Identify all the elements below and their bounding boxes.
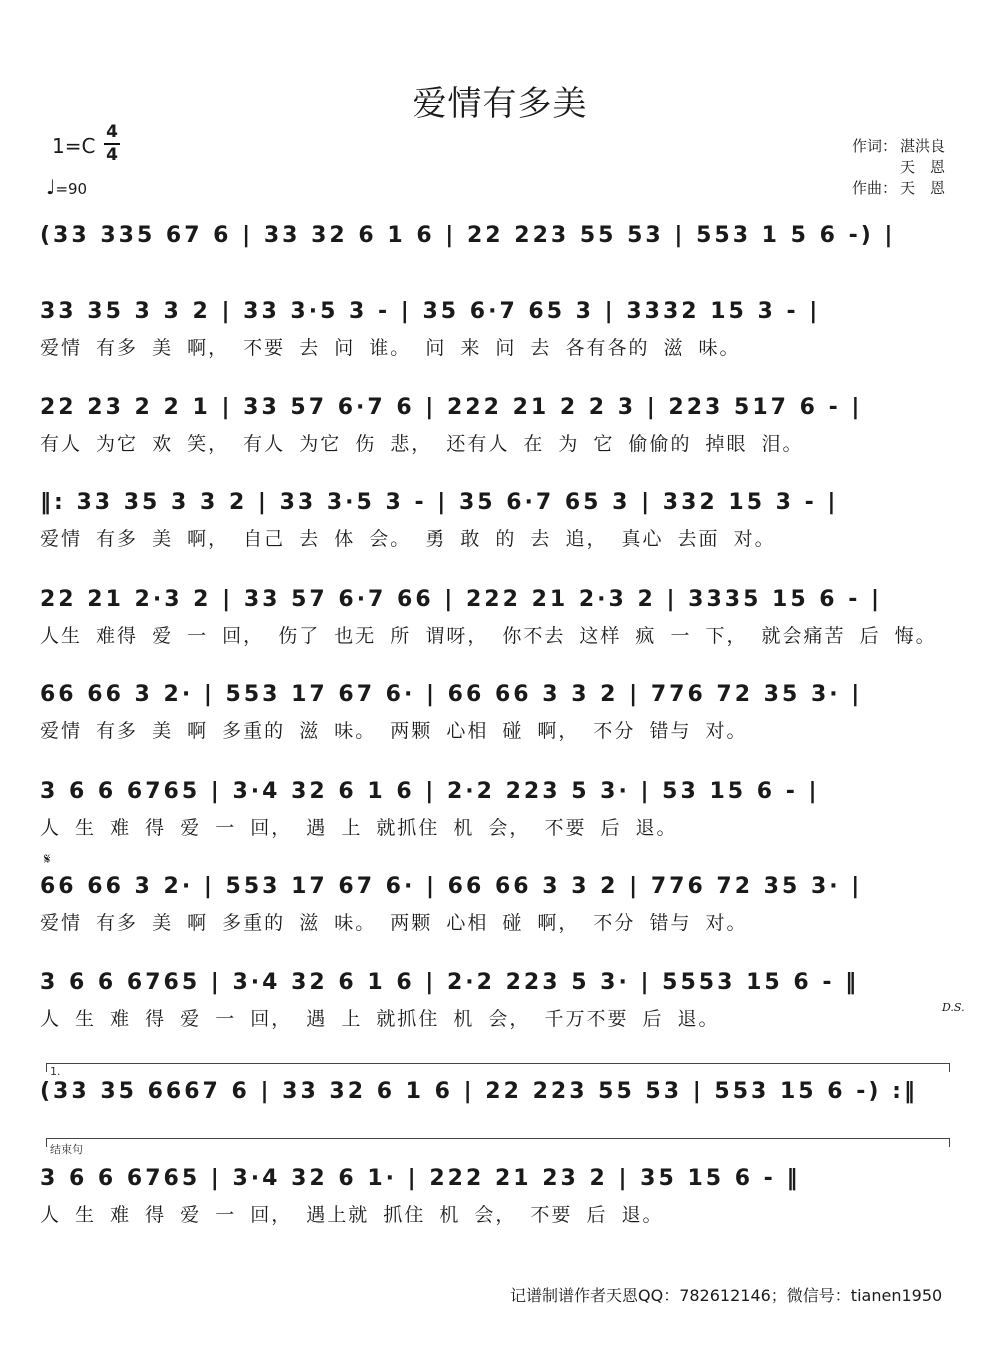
score-system-11 [40,1162,960,1242]
credit-composer: 作曲： 天 恩 [852,179,946,197]
ending-bracket-right [949,1139,950,1147]
notation-row: 33 35 3 3 2 | 33 3·5 3 - | 35 6·7 65 3 | 3332 15 3 - | [40,299,821,324]
lyric-row: 爱情 有多 美 啊， 不要 去 问 谁。 问 来 问 去 各有各的 滋 味。 [40,337,741,359]
lyric-row: 爱情 有多 美 啊， 自己 去 体 会。 勇 敢 的 去 追， 真心 去面 对。 [40,528,776,550]
score-system-10 [40,1075,960,1155]
footer-contact: 记谱制谱作者天恩QQ：782612146；微信号：tianen1950 [510,1286,943,1305]
score-system-2 [40,295,960,375]
notation-row: 22 21 2·3 2 | 33 57 6·7 66 | 222 21 2·3 2 | 3335 15 6 - | [40,587,883,612]
segno-sign: 𝄋 [44,850,51,868]
credits [852,136,945,199]
lyric-row: 爱情 有多 美 啊 多重的 滋 味。 两颗 心相 碰 啊， 不分 错与 对。 [40,912,748,934]
ending-label: 结束句 [50,1143,83,1156]
time-signature-unit: 4 [106,145,118,165]
song-title: 爱情有多美 [412,84,588,124]
time-signature [104,123,120,165]
notation-row: (33 35 6667 6 | 33 32 6 1 6 | 22 223 55 53 | 553 15 6 -) :‖ [40,1079,918,1104]
lyric-row: 人 生 难 得 爱 一 回， 遇 上 就抓住 机 会， 千万不要 后 退。 [40,1008,720,1030]
score-system-6 [40,678,960,758]
notation-row: (33 335 67 6 | 33 32 6 1 6 | 22 223 55 53 | 553 1 5 6 -) | [40,223,896,248]
lyric-row [40,257,960,287]
tempo-marking [46,175,87,199]
lyric-row: 人 生 难 得 爱 一 回， 遇 上 就抓住 机 会， 不要 后 退。 [40,817,678,839]
volta-label: 1. [50,1065,61,1078]
notation-row: 22 23 2 2 1 | 33 57 6·7 6 | 222 21 2 2 3 | 223 517 6 - | [40,395,863,420]
score-system-5 [40,583,960,663]
tempo-value: =90 [55,180,88,198]
volta-bracket-right [949,1064,950,1072]
credit-colyricist: 天 恩 [900,158,946,176]
volta-bracket-left [46,1064,47,1072]
score-system-9 [40,966,960,1046]
lyric-row: 人生 难得 爱 一 回， 伤了 也无 所 谓呀， 你不去 这样 疯 一 下， 就会痛苦 后 悔。 [40,625,937,647]
notation-row: 66 66 3 2· | 553 17 67 6· | 66 66 3 3 2 | 776 72 35 3· | [40,682,863,707]
score-system-3 [40,391,960,471]
score-system-7 [40,775,960,855]
score-system-8 [40,870,960,950]
ending-bracket-left [46,1139,47,1147]
lyric-row: 爱情 有多 美 啊 多重的 滋 味。 两颗 心相 碰 啊， 不分 错与 对。 [40,720,748,742]
score-system-4 [40,486,960,566]
key-signature: 1=C [52,134,96,158]
time-signature-beats: 4 [106,122,118,142]
notation-row: 3 6 6 6765 | 3·4 32 6 1· | 222 21 23 2 | 35 15 6 - ‖ [40,1166,801,1191]
notation-row: 3 6 6 6765 | 3·4 32 6 1 6 | 2·2 223 5 3· | 53 15 6 - | [40,779,820,804]
dal-segno-marking: D.S. [942,1001,965,1014]
notation-row: 3 6 6 6765 | 3·4 32 6 1 6 | 2·2 223 5 3· | 5553 15 6 - ‖ [40,970,860,995]
lyric-row: 有人 为它 欢 笑， 有人 为它 伤 悲， 还有人 在 为 它 偷偷的 掉眼 泪。 [40,433,804,455]
score-system-1 [40,219,960,299]
lyric-row: 人 生 难 得 爱 一 回， 遇上就 抓住 机 会， 不要 后 退。 [40,1204,664,1226]
credit-lyricist: 作词： 湛洪良 [852,137,946,155]
notation-row: 66 66 3 2· | 553 17 67 6· | 66 66 3 3 2 | 776 72 35 3· | [40,874,863,899]
ending-bracket [46,1138,950,1140]
volta-bracket [46,1063,950,1065]
notation-row: ‖: 33 35 3 3 2 | 33 3·5 3 - | 35 6·7 65 3 | 332 15 3 - | [40,490,839,515]
quarter-note-icon: ♩ [46,175,56,199]
